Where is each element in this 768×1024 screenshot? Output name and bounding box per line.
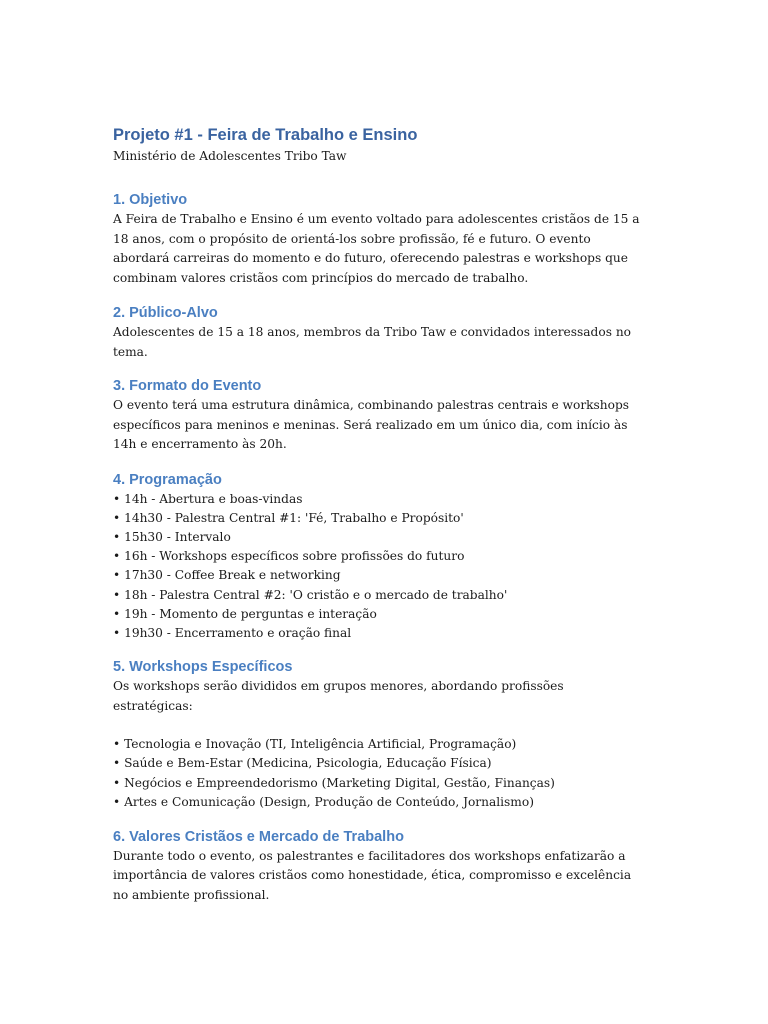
list-item: • Negócios e Empreendedorismo (Marketing Digital, Gestão, Finanças) [113,775,555,790]
blank-line [113,716,643,735]
section-heading: 3. Formato do Evento [113,378,262,394]
list-item: • 19h30 - Encerramento e oração final [113,625,352,640]
section-heading: 1. Objetivo [113,192,188,208]
section-valores-cristaos [113,827,643,906]
section-heading: 2. Público-Alvo [113,305,218,321]
list-item: • Tecnologia e Inovação (TI, Inteligência Artificial, Programação) [113,737,517,752]
section-formato-do-evento [113,376,643,455]
list-item: • 14h - Abertura e boas-vindas [113,491,303,506]
workshops-list [113,735,643,812]
list-item: • 18h - Palestra Central #2: 'O cristão e o mercado de trabalho' [113,587,508,602]
section-heading: 5. Workshops Específicos [113,659,293,676]
section-paragraph: Os workshops serão divididos em grupos menores, abordando profissões estratégicas: [113,679,564,713]
list-item: • 19h - Momento de perguntas e interação [113,606,377,621]
section-objetivo [113,190,643,288]
section-publico-alvo [113,303,643,362]
document-page [113,124,643,905]
list-item: • 17h30 - Coffee Break e networking [113,568,341,583]
section-paragraph: O evento terá uma estrutura dinâmica, combinando palestras centrais e workshops específicos para meninos e meninas. Será realizado em um único dia, com início às 14h e encerramento às 20h. [113,398,630,451]
section-heading: 4. Programação [113,471,222,488]
list-item: • Saúde e Bem-Estar (Medicina, Psicologia, Educação Física) [113,756,492,771]
section-paragraph: Adolescentes de 15 a 18 anos, membros da Tribo Taw e convidados interessados no tema. [113,325,632,359]
document-title: Projeto #1 - Feira de Trabalho e Ensino [113,126,418,144]
list-item: • 16h - Workshops específicos sobre profissões do futuro [113,549,465,564]
section-heading: 6. Valores Cristãos e Mercado de Trabalho [113,828,404,845]
section-programacao [113,470,643,644]
section-paragraph: Durante todo o evento, os palestrantes e facilitadores dos workshops enfatizarão a importância de valores cristãos como honestidade, ética, compromisso e excelência no ambiente profissional. [113,848,632,902]
schedule-list [113,490,643,644]
list-item: • Artes e Comunicação (Design, Produção de Conteúdo, Jornalismo) [113,794,534,809]
document-subtitle: Ministério de Adolescentes Tribo Taw [113,149,347,163]
section-paragraph: A Feira de Trabalho e Ensino é um evento voltado para adolescentes cristãos de 15 a 18 anos, com o propósito de orientá-los sobre profissão, fé e futuro. O evento abordará carreiras do momento e do futuro, oferecendo palestras e workshops que combinam valores cristãos com princípios do mercado de trabalho. [113,212,640,285]
section-workshops-especificos [113,657,643,812]
list-item: • 14h30 - Palestra Central #1: 'Fé, Trabalho e Propósito' [113,510,464,525]
list-item: • 15h30 - Intervalo [113,529,231,544]
